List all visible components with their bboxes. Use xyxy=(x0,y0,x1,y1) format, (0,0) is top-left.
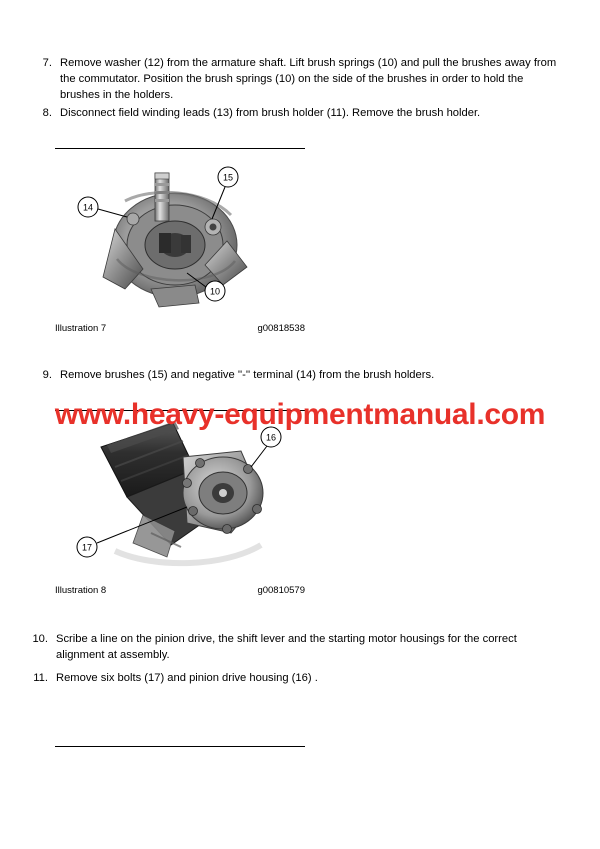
svg-text:16: 16 xyxy=(265,432,277,443)
bottom-divider xyxy=(55,746,305,747)
figure-caption-id: g00818538 xyxy=(257,323,305,334)
step-item xyxy=(26,368,562,384)
step-text: Remove washer (12) from the armature shaft. Lift brush springs (10) and pull the brushes away from the commutator. Position the brush springs (10) on the side of the brushes in order to hold the brushes in the holders. xyxy=(60,57,557,101)
step-number: 7. xyxy=(42,57,52,69)
figure-image-area xyxy=(55,411,305,579)
step-item xyxy=(22,671,562,687)
step-number: 10. xyxy=(32,633,48,645)
step-item xyxy=(26,106,562,122)
figure-caption-label: Illustration 7 xyxy=(55,323,107,334)
step-text: Remove brushes (15) and negative ''-'' terminal (14) from the brush holders. xyxy=(60,369,435,381)
step-number: 8. xyxy=(42,107,52,119)
svg-text:10: 10 xyxy=(209,286,221,297)
figure-illustration-8 xyxy=(55,410,305,596)
figure-caption-id: g00810579 xyxy=(257,585,305,596)
step-text: Scribe a line on the pinion drive, the shift lever and the starting motor housings for the correct alignment at assembly. xyxy=(56,633,517,661)
watermark-text: www.heavy-equipmentmanual.com xyxy=(54,398,546,431)
step-item xyxy=(22,632,562,664)
svg-text:14: 14 xyxy=(82,202,94,213)
brush-holder-photo xyxy=(55,149,305,317)
figure-caption xyxy=(55,317,305,334)
svg-text:17: 17 xyxy=(81,542,93,553)
figure-caption-label: Illustration 8 xyxy=(55,585,107,596)
svg-text:15: 15 xyxy=(222,172,234,183)
step-number: 9. xyxy=(42,369,52,381)
step-number: 11. xyxy=(33,672,48,684)
pinion-drive-housing-photo xyxy=(55,411,305,579)
figure-caption xyxy=(55,579,305,596)
figure-image-area xyxy=(55,149,305,317)
step-text: Remove six bolts (17) and pinion drive housing (16) . xyxy=(56,672,318,684)
figure-illustration-7 xyxy=(55,148,305,334)
step-text: Disconnect field winding leads (13) from brush holder (11). Remove the brush holder. xyxy=(60,107,481,119)
step-item xyxy=(26,56,562,104)
